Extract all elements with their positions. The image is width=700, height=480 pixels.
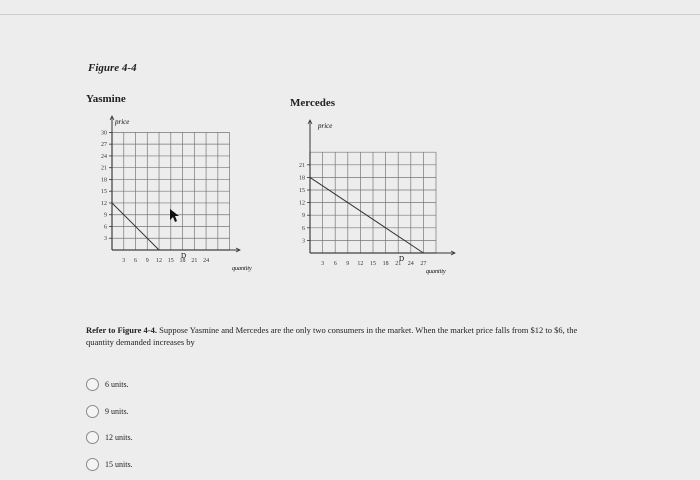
x-tick-label: 21 bbox=[395, 261, 402, 267]
x-tick-label: 18 bbox=[382, 261, 389, 267]
x-tick-label: 3 bbox=[321, 261, 325, 267]
question-text bbox=[86, 324, 606, 348]
y-tick-label: 24 bbox=[101, 153, 107, 160]
x-tick-label: 12 bbox=[156, 258, 163, 264]
x-tick-label: 12 bbox=[357, 261, 364, 267]
answer-option[interactable] bbox=[86, 455, 133, 473]
x-tick-label: 15 bbox=[167, 258, 174, 264]
answer-option[interactable] bbox=[86, 375, 129, 393]
y-tick-label: 12 bbox=[101, 200, 107, 207]
figure-title: Figure 4-4 bbox=[88, 62, 137, 74]
mercedes-price-axis-label: price bbox=[318, 122, 333, 130]
radio-button[interactable] bbox=[86, 378, 99, 391]
y-tick-label: 21 bbox=[101, 165, 107, 172]
y-tick-label: 15 bbox=[299, 188, 305, 194]
answer-option[interactable] bbox=[86, 402, 129, 420]
y-tick-label: 9 bbox=[104, 212, 107, 219]
y-tick-label: 12 bbox=[299, 200, 305, 207]
mercedes-label: Mercedes bbox=[290, 97, 335, 109]
yasmine-label: Yasmine bbox=[86, 93, 126, 105]
y-tick-label: 6 bbox=[302, 225, 305, 232]
y-tick-label: 9 bbox=[302, 213, 305, 220]
y-tick-label: 3 bbox=[104, 236, 107, 243]
yasmine-demand-label: D bbox=[181, 252, 187, 260]
x-tick-label: 6 bbox=[134, 258, 138, 264]
x-tick-label: 21 bbox=[191, 258, 198, 264]
mercedes-y-ticks bbox=[299, 163, 305, 245]
x-tick-label: 9 bbox=[145, 258, 149, 264]
x-tick-label: 24 bbox=[407, 261, 414, 267]
x-tick-label: 6 bbox=[333, 261, 337, 267]
radio-button[interactable] bbox=[86, 405, 99, 418]
x-tick-label: 9 bbox=[346, 261, 350, 267]
y-tick-label: 18 bbox=[299, 175, 305, 182]
y-tick-label: 6 bbox=[104, 224, 107, 231]
mercedes-x-ticks bbox=[321, 261, 426, 267]
answer-option-label: 6 units. bbox=[105, 379, 129, 389]
x-tick-label: 24 bbox=[203, 258, 210, 264]
y-tick-label: 30 bbox=[101, 130, 107, 137]
question-body: Suppose Yasmine and Mercedes are the only two consumers in the market. When the market price falls from $12 to $6, the quantity demanded increases by bbox=[86, 325, 578, 347]
mercedes-demand-label: D bbox=[399, 255, 405, 263]
y-tick-label: 18 bbox=[101, 177, 107, 184]
x-tick-label: 15 bbox=[370, 261, 376, 267]
y-tick-label: 21 bbox=[299, 162, 305, 169]
y-tick-label: 15 bbox=[101, 189, 107, 196]
mercedes-quantity-axis-label: quantity bbox=[426, 269, 446, 275]
answer-option-label: 9 units. bbox=[105, 406, 129, 416]
answer-option-label: 15 units. bbox=[105, 459, 133, 469]
x-tick-label: 27 bbox=[420, 261, 427, 267]
question-reference: Refer to Figure 4-4. bbox=[86, 325, 157, 335]
yasmine-price-axis-label: price bbox=[115, 118, 130, 126]
radio-button[interactable] bbox=[86, 431, 99, 444]
x-tick-label: 3 bbox=[122, 258, 126, 264]
x-tick-label: 18 bbox=[179, 258, 186, 264]
y-tick-label: 3 bbox=[302, 238, 305, 245]
yasmine-quantity-axis-label: quantity bbox=[232, 266, 252, 272]
answer-option[interactable] bbox=[86, 428, 133, 446]
mercedes-grid bbox=[307, 120, 455, 255]
answer-option-label: 12 units. bbox=[105, 432, 133, 442]
radio-button[interactable] bbox=[86, 458, 99, 471]
y-tick-label: 27 bbox=[101, 142, 107, 149]
